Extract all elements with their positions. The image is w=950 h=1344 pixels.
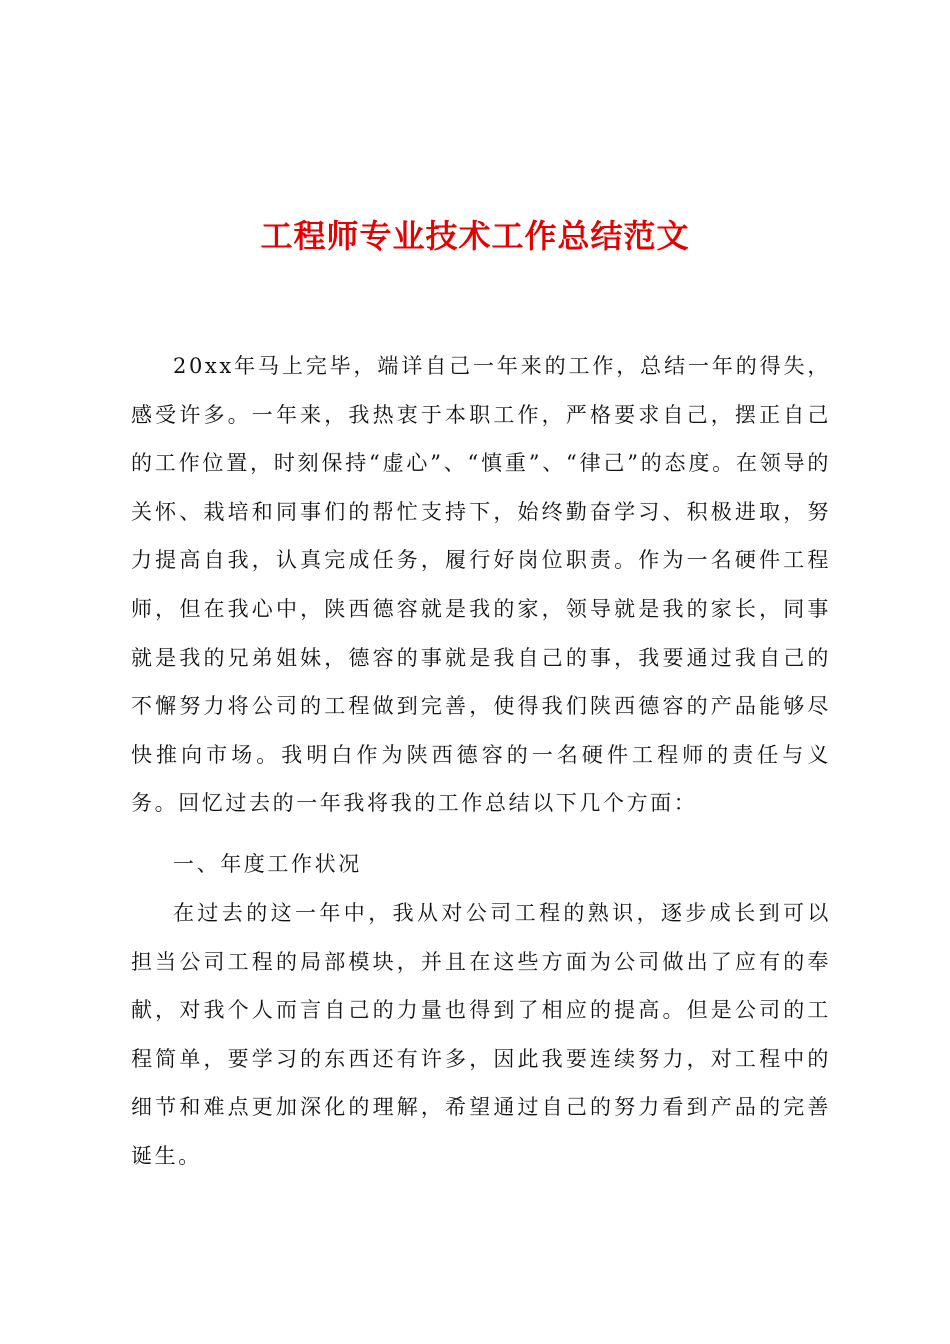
section-heading — [131, 840, 831, 889]
section-heading-text: 一、年度工作状况 — [173, 852, 362, 876]
paragraph-intro — [131, 342, 831, 828]
document-title: 工程师专业技术工作总结范文 — [260, 217, 690, 255]
paragraph-section-one — [131, 889, 831, 1181]
paragraph-text: 在过去的这一年中，我从对公司工程的熟识，逐步成长到可以担当公司工程的局部模块，并且在这些方面为公司做出了应有的奉献，对我个人而言自己的力量也得到了相应的提高。但是公司的工程简单，要学习的东西还有许多，因此我要连续努力，对工程中的细节和难点更加深化的理解，希望通过自己的努力看到产品的完善诞生。 — [131, 901, 831, 1168]
paragraph-text: 20xx年马上完毕，端详自己一年来的工作，总结一年的得失，感受许多。一年来，我热衷于本职工作，严格要求自己，摆正自己的工作位置，时刻保持“虚心”、“慎重”、“律己”的态度。在领导的关怀、栽培和同事们的帮忙支持下，始终勤奋学习、积极进取，努力提高自我，认真完成任务，履行好岗位职责。作为一名硬件工程师，但在我心中，陕西德容就是我的家，领导就是我的家长，同事就是我的兄弟姐妹，德容的事就是我自己的事，我要通过我自己的不懈努力将公司的工程做到完善，使得我们陕西德容的产品能够尽快推向市场。我明白作为陕西德容的一名硬件工程师的责任与义务。回忆过去的一年我将我的工作总结以下几个方面： — [131, 354, 831, 816]
